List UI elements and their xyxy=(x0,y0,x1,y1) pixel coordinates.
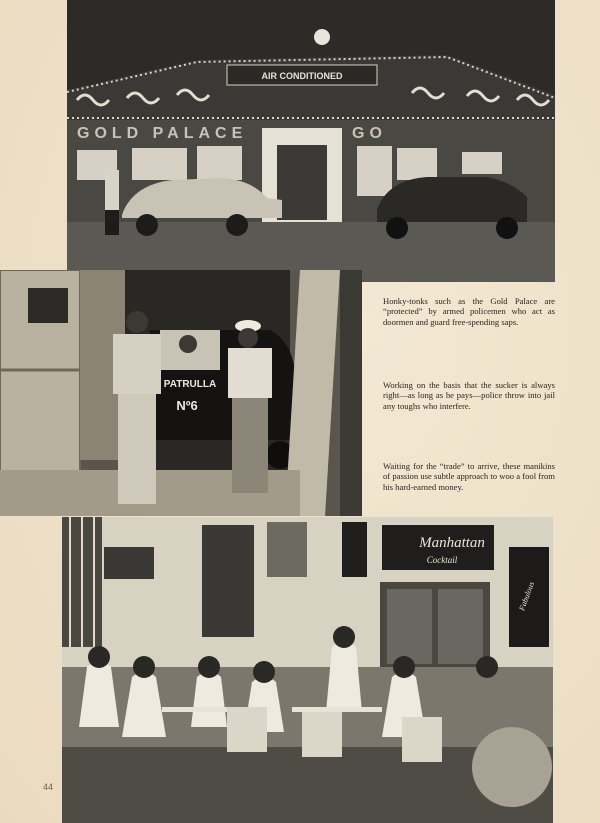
gold-palace-exterior-photo xyxy=(67,0,555,282)
caption-police: Working on the basis that the sucker is always right—as long as he pays—police throw into jail any toughs who interfere. xyxy=(383,380,555,411)
manhattan-sign: Manhattan xyxy=(419,535,485,551)
gold-palace-sign: GOLD PALACE xyxy=(77,125,248,142)
page-number: 44 xyxy=(43,782,54,792)
cocktail-sign: Cocktail xyxy=(426,555,458,565)
caption-gold-palace: Honky-tonks such as the Gold Palace are “protected” by armed policemen who act as doormen and guard free-spending saps. xyxy=(383,296,555,327)
fabulous-poster: Fabulous xyxy=(517,580,537,612)
patrol-car-label: PATRULLA xyxy=(163,379,217,390)
caption-women: Waiting for the “trade” to arrive, these manikins of passion use subtle approach to woo a fool from his hard-earned money. xyxy=(383,461,555,492)
police-patrol-photo xyxy=(0,270,362,516)
patrol-car-number: Nº6 xyxy=(176,398,198,413)
gold-palace-sign-right: GO xyxy=(352,125,387,142)
bar-interior-photo xyxy=(62,517,553,823)
air-conditioned-sign: AIR CONDITIONED xyxy=(261,71,343,81)
